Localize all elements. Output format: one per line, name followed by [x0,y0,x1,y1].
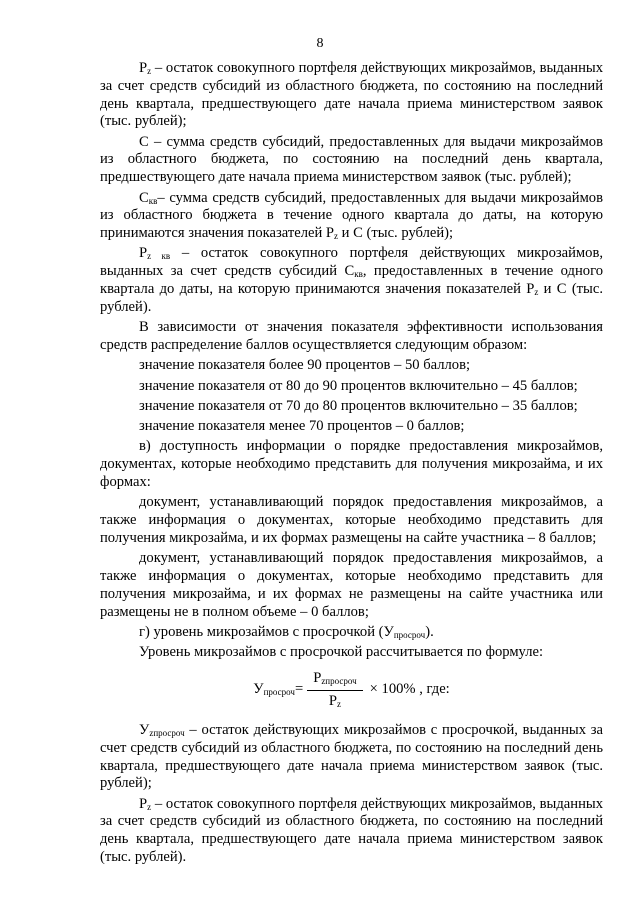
paragraph [100,190,603,243]
paragraphs-after-formula [100,722,603,867]
paragraph-text: – сумма средств субсидий, предоставленных для выдачи микрозаймов из областного бюджета в течение одного квартала до даты, на которую принимаются значения показателей P [100,189,603,242]
paragraph [100,418,603,436]
paragraph [100,722,603,793]
paragraph-symbol: P [139,795,148,812]
paragraph [100,319,603,355]
paragraph-text: в) доступность информации о порядке предоставления микрозаймов, документах, которые необходимо представить для получения микрозайма, и их формах: [100,438,603,491]
formula [100,668,603,712]
paragraph-symbol: P [139,245,148,262]
paragraph-text: – остаток совокупного портфеля действующих микрозаймов, выданных за счет средств субсидий из областного бюджета, по состоянию на последний день квартала, предшествующего дате начала приема министерством заявок (тыс. рублей). [100,795,603,866]
paragraphs-before-formula [100,60,603,662]
paragraph-text: – остаток совокупного портфеля действующих микрозаймов, выданных за счет средств субсидий С [100,245,603,280]
paragraph-text: значение показателя от 70 до 80 процентов включительно – 35 баллов; [139,397,578,414]
paragraph-text: ). [425,623,434,640]
formula-fraction [307,670,362,711]
paragraph-text: и С (тыс. рублей); [338,225,454,242]
paragraph-text: документ, устанавливающий порядок предоставления микрозаймов, а также информация о документах, которые необходимо представить для получения микрозайма, и их формах размещены на сайте участника – 8 баллов; [100,494,603,546]
paragraph [100,245,603,316]
page-number: 8 [316,36,324,51]
formula-equals: = [294,681,304,698]
paragraph-text: документ, устанавливающий порядок предоставления микрозаймов, а также информация о документах, которые необходимо представить для получения микрозайма, и их формах не размещены на сайте участника или размещены не в полном объеме – 0 баллов; [100,550,603,620]
paragraph [100,644,603,662]
paragraph [100,378,603,396]
subscript: кв [148,195,158,206]
paragraph-text: значение показателя более 90 процентов – 50 баллов; [139,357,471,374]
paragraph [100,398,603,416]
paragraph [100,60,603,131]
formula-numerator: $P_{zпросроч}$ [307,670,362,691]
paragraph [100,796,603,867]
subscript: z [534,287,539,298]
paragraph-text: – остаток совокупного портфеля действующих микрозаймов, выданных за счет средств субсидий из областного бюджета, по состоянию на последний день квартала, предшествующего дате начала приема министерством заявок (тыс. рублей); [100,60,603,130]
paragraph-symbol: С [139,189,149,206]
subscript: z [147,66,152,76]
formula-lhs: $У_{просроч}$ [253,681,295,698]
paragraph [100,357,603,375]
paragraph [100,438,603,491]
subscript: zпросроч [149,728,185,738]
paragraph-text: значение показателя менее 70 процентов – 0 баллов; [139,418,465,435]
paragraph-text: – остаток действующих микрозаймов с просрочкой, выданных за счет средств субсидий из областного бюджета, по состоянию на последний день квартала, предшествующего дате начала приема министерством заявок (тыс. рублей); [100,722,603,792]
paragraph [100,550,603,621]
document-body [100,60,603,869]
subscript: кв [354,269,363,280]
paragraph-text: и С (тыс. рублей). [100,281,603,315]
formula-denominator: $P_z$ [328,692,341,709]
paragraph-text: г) уровень микрозаймов с просрочкой (У [139,623,394,640]
paragraph-symbol: У [139,722,150,738]
paragraph-text: значение показателя от 80 до 90 процентов включительно – 45 баллов; [139,377,578,394]
paragraph-text: В зависимости от значения показателя эффективности использования средств распределение баллов осуществляется следующим образом: [100,319,603,353]
paragraph-text: , предоставленных в течение одного квартала до даты, на которую принимаются значения показателей P [100,263,603,298]
subscript: z кв [147,251,171,262]
paragraph [100,494,603,547]
paragraph-text: Уровень микрозаймов с просрочкой рассчитывается по формуле: [139,644,544,661]
subscript: z [334,231,339,242]
subscript: просроч [393,629,426,640]
paragraph-symbol: С [139,133,149,150]
paragraph [100,134,603,187]
subscript: z [147,801,152,812]
paragraph-text: – сумма средств субсидий, предоставленных для выдачи микрозаймов из областного бюджета, по состоянию на последний день квартала, предшествующего дате начала приема министерством заявок (тыс. рублей); [100,133,603,186]
paragraph-symbol: P [139,60,148,76]
paragraph [100,624,603,642]
formula-multiplier: × 100% , где: [369,681,450,698]
